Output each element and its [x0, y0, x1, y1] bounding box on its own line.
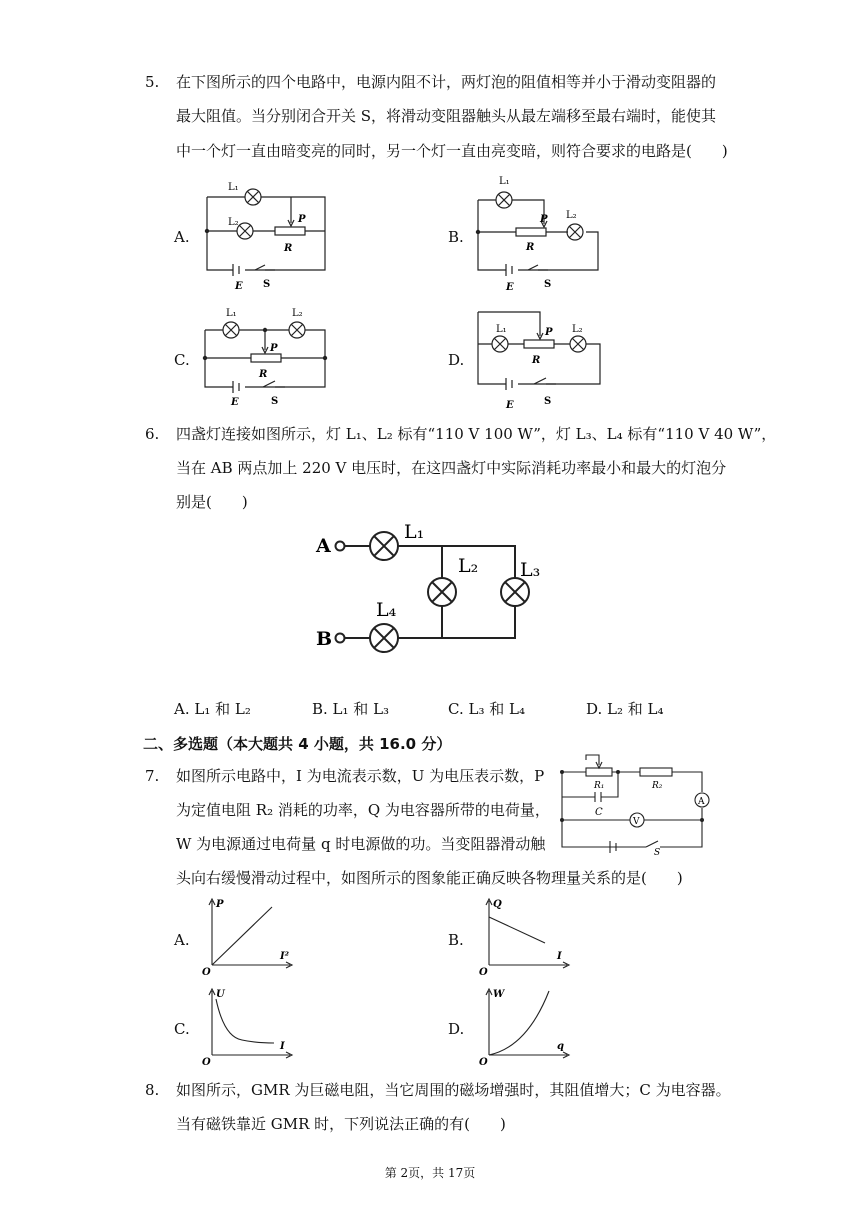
- q7b-y-label: Q: [493, 899, 502, 910]
- q7d-x-label: q: [557, 1041, 564, 1052]
- q5a-p-label: P: [298, 214, 306, 225]
- q6-circuit-figure: [310, 518, 550, 658]
- q7-graph-b: [475, 895, 575, 977]
- q7-option-a-label: A.: [174, 931, 190, 949]
- q5d-s-label: S: [544, 396, 552, 407]
- q7-r2-label: R₂: [652, 781, 663, 791]
- q7a-origin-label: O: [202, 967, 211, 977]
- q5b-l1-label: L₁: [499, 176, 510, 187]
- q7-c-label: C: [595, 807, 603, 818]
- page-footer: 第 2页，共 17页: [384, 1166, 476, 1180]
- q8-text-line1: 如图所示，GMR 为巨磁电阻，当它周围的磁场增强时，其阻值增大；C 为电容器。: [176, 1081, 731, 1099]
- q5-text-line1: 在下图所示的四个电路中，电源内阻不计，两灯泡的阻值相等并小于滑动变阻器的: [176, 73, 717, 91]
- q6-l3-label: L₃: [520, 559, 541, 581]
- q7-graph-c: [198, 985, 298, 1067]
- q5-option-a-label: A.: [174, 228, 190, 246]
- q6-l1-label: L₁: [404, 521, 425, 543]
- q5-text-line3: 中一个灯一直由暗变亮的同时，另一个灯一直由亮变暗，则符合要求的电路是( ): [176, 142, 728, 160]
- q7a-y-label: P: [216, 899, 224, 910]
- q5c-l2-label: L₂: [292, 308, 303, 319]
- q7-circuit-figure: [550, 752, 720, 858]
- q6-l4-label: L₄: [376, 599, 397, 621]
- q7-s-label: S: [654, 848, 661, 858]
- q6-text-line1: 四盏灯连接如图所示，灯 L₁、L₂ 标有“110 V 100 W”，灯 L₃、L₄ 标有“110 V 40 W”，: [176, 425, 777, 443]
- q8-number: 8.: [145, 1081, 160, 1099]
- q5a-l1-label: L₁: [228, 182, 239, 193]
- q6-number: 6.: [145, 425, 160, 443]
- q7a-x-label: I²: [280, 951, 290, 962]
- q5-circuit-d: [468, 302, 608, 415]
- q7-ammeter-label: A: [698, 797, 705, 807]
- q7d-y-label: W: [493, 989, 505, 1000]
- q5-option-c-label: C.: [174, 351, 190, 369]
- q5b-e-label: E: [506, 282, 514, 293]
- q5-circuit-c: [195, 305, 335, 415]
- q5a-l2-label: L₂: [228, 217, 239, 228]
- q5a-r-label: R: [284, 243, 293, 254]
- q5-circuit-b: [468, 170, 608, 295]
- q6-text-line2: 当在 AB 两点加上 220 V 电压时，在这四盏灯中实际消耗功率最小和最大的灯泡分: [176, 459, 727, 477]
- section-multiple-choice-heading: 二、多选题（本大题共 4 小题，共 16.0 分）: [143, 735, 452, 753]
- q6-answer-d: D. L₂ 和 L₄: [586, 700, 664, 718]
- q5d-r-label: R: [532, 355, 541, 366]
- q7-option-c-label: C.: [174, 1020, 190, 1038]
- q5b-s-label: S: [544, 279, 552, 290]
- q7-voltmeter-label: V: [633, 817, 640, 827]
- q5c-l1-label: L₁: [226, 308, 237, 319]
- q5b-l2-label: L₂: [566, 210, 577, 221]
- q6-answer-a: A. L₁ 和 L₂: [174, 700, 251, 718]
- q6-l2-label: L₂: [458, 555, 479, 577]
- q5-circuit-a: [195, 175, 335, 295]
- q7d-origin-label: O: [479, 1057, 488, 1067]
- q5b-p-label: P: [540, 214, 548, 225]
- q5-text-line2: 最大阻值。当分别闭合开关 S，将滑动变阻器触头从最左端移至最右端时，能使其: [176, 107, 717, 125]
- q7c-y-label: U: [216, 989, 225, 1000]
- q5c-s-label: S: [271, 396, 279, 407]
- q6-text-line3: 别是( ): [176, 493, 248, 511]
- q5c-p-label: P: [270, 343, 278, 354]
- q5-option-d-label: D.: [448, 351, 465, 369]
- q7-graph-a: [198, 895, 298, 977]
- q7c-origin-label: O: [202, 1057, 211, 1067]
- q7-text-line1: 如图所示电路中，I 为电流表示数，U 为电压表示数，P: [176, 767, 545, 785]
- q6-answer-b: B. L₁ 和 L₃: [312, 700, 390, 718]
- q7-text-line4: 头向右缓慢滑动过程中，如图所示的图象能正确反映各物理量关系的是( ): [176, 869, 683, 887]
- q5d-l2-label: L₂: [572, 324, 583, 335]
- q7b-origin-label: O: [479, 967, 488, 977]
- q7-text-line3: W 为电源通过电荷量 q 时电源做的功。当变阻器滑动触: [176, 835, 546, 853]
- q7-option-b-label: B.: [448, 931, 464, 949]
- q5c-e-label: E: [231, 397, 239, 408]
- q6-terminal-b: B: [316, 628, 333, 650]
- q7-r1-label: R₁: [594, 781, 605, 791]
- q7b-x-label: I: [557, 951, 562, 962]
- q5c-r-label: R: [259, 369, 268, 380]
- q7-graph-d: [475, 985, 575, 1067]
- q6-terminal-a: A: [316, 535, 331, 557]
- q7c-x-label: I: [280, 1041, 285, 1052]
- q7-option-d-label: D.: [448, 1020, 465, 1038]
- q8-text-line2: 当有磁铁靠近 GMR 时，下列说法正确的有( ): [176, 1115, 506, 1133]
- q6-answer-c: C. L₃ 和 L₄: [448, 700, 525, 718]
- q7-number: 7.: [145, 767, 160, 785]
- q5a-e-label: E: [235, 281, 243, 292]
- q7-text-line2: 为定值电阻 R₂ 消耗的功率，Q 为电容器所带的电荷量，: [176, 801, 550, 819]
- q5a-s-label: S: [263, 279, 271, 290]
- q5d-e-label: E: [506, 400, 514, 411]
- q5d-l1-label: L₁: [496, 324, 507, 335]
- q5-option-b-label: B.: [448, 228, 464, 246]
- q5b-r-label: R: [526, 242, 535, 253]
- q5d-p-label: P: [545, 327, 553, 338]
- q5-number: 5.: [145, 73, 160, 91]
